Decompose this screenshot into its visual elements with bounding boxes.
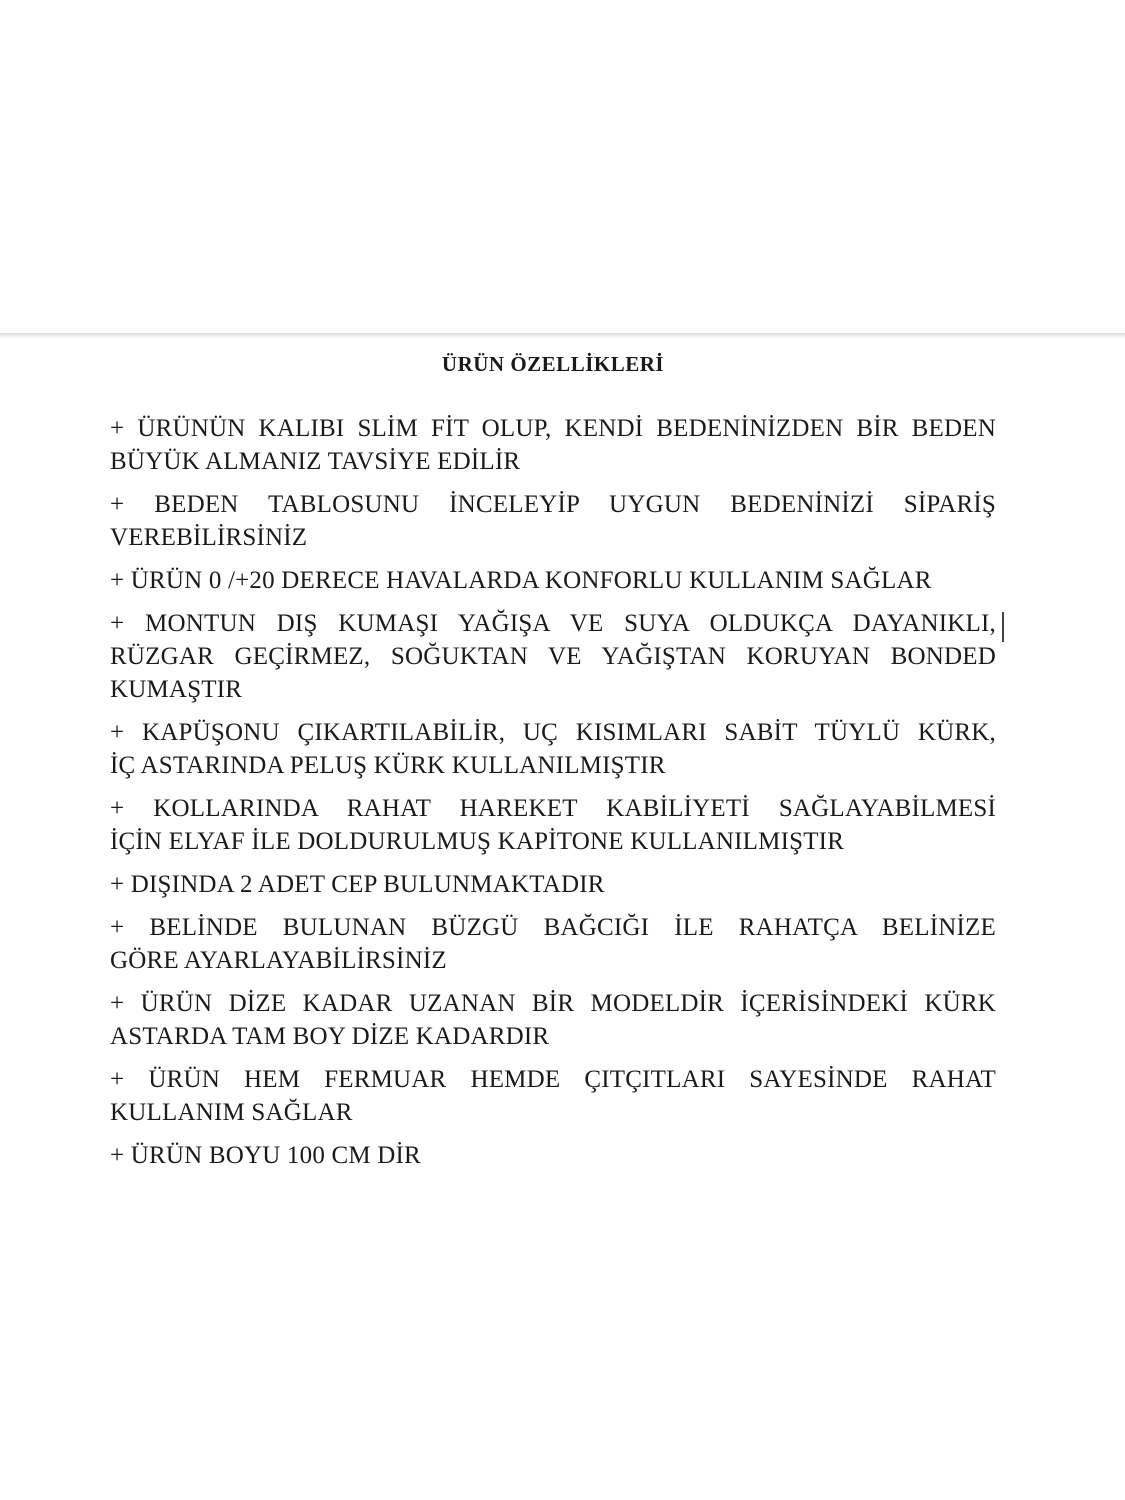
feature-line: VEREBİLİRSİNİZ [110,524,308,551]
feature-line: + DIŞINDA 2 ADET CEP BULUNMAKTADIR [110,871,605,898]
feature-item-6 [110,792,996,858]
feature-line: KULLANIM SAĞLAR [110,1099,353,1126]
feature-item-3 [110,564,996,597]
feature-line: + ÜRÜN HEM FERMUAR HEMDE ÇITÇITLARI SAYESİNDE RAHAT [110,1066,996,1093]
feature-line: GÖRE AYARLAYABİLİRSİNİZ [110,947,447,974]
feature-line: + MONTUN DIŞ KUMAŞI YAĞIŞA VE SUYA OLDUKÇA DAYANIKLI, [110,610,996,637]
feature-line: RÜZGAR GEÇİRMEZ, SOĞUKTAN VE YAĞIŞTAN KORUYAN BONDED [110,643,996,670]
feature-line: + BEDEN TABLOSUNU İNCELEYİP UYGUN BEDENİNİZİ SİPARİŞ [110,491,996,518]
feature-line: + ÜRÜN BOYU 100 CM DİR [110,1142,421,1169]
feature-line: BÜYÜK ALMANIZ TAVSİYE EDİLİR [110,448,521,475]
feature-line: + KOLLARINDA RAHAT HAREKET KABİLİYETİ SAĞLAYABİLMESİ [110,795,996,822]
feature-item-5 [110,716,996,782]
feature-item-10 [110,1063,996,1129]
feature-line: + ÜRÜN DİZE KADAR UZANAN BİR MODELDİR İÇERİSİNDEKİ KÜRK [110,990,996,1017]
document-title: ÜRÜN ÖZELLİKLERİ [441,352,665,376]
feature-item-7 [110,868,996,901]
feature-item-1 [110,412,996,478]
feature-line: KUMAŞTIR [110,676,243,703]
feature-item-8 [110,911,996,977]
feature-line: İÇİN ELYAF İLE DOLDURULMUŞ KAPİTONE KULLANILMIŞTIR [110,828,845,855]
feature-line: + BELİNDE BULUNAN BÜZGÜ BAĞCIĞI İLE RAHATÇA BELİNİZE [110,914,996,941]
feature-list [110,412,996,1182]
feature-item-4 [110,607,996,706]
feature-line: ASTARDA TAM BOY DİZE KADARDIR [110,1023,550,1050]
feature-line: İÇ ASTARINDA PELUŞ KÜRK KULLANILMIŞTIR [110,752,666,779]
feature-line: + ÜRÜNÜN KALIBI SLİM FİT OLUP, KENDİ BEDENİNİZDEN BİR BEDEN [110,415,996,442]
feature-line: + KAPÜŞONU ÇIKARTILABİLİR, UÇ KISIMLARI SABİT TÜYLÜ KÜRK, [110,719,996,746]
feature-item-11 [110,1139,996,1172]
feature-line: + ÜRÜN 0 /+20 DERECE HAVALARDA KONFORLU KULLANIM SAĞLAR [110,567,932,594]
feature-item-2 [110,488,996,554]
text-cursor [1002,612,1004,642]
page-top-edge [0,333,1125,339]
feature-item-9 [110,987,996,1053]
